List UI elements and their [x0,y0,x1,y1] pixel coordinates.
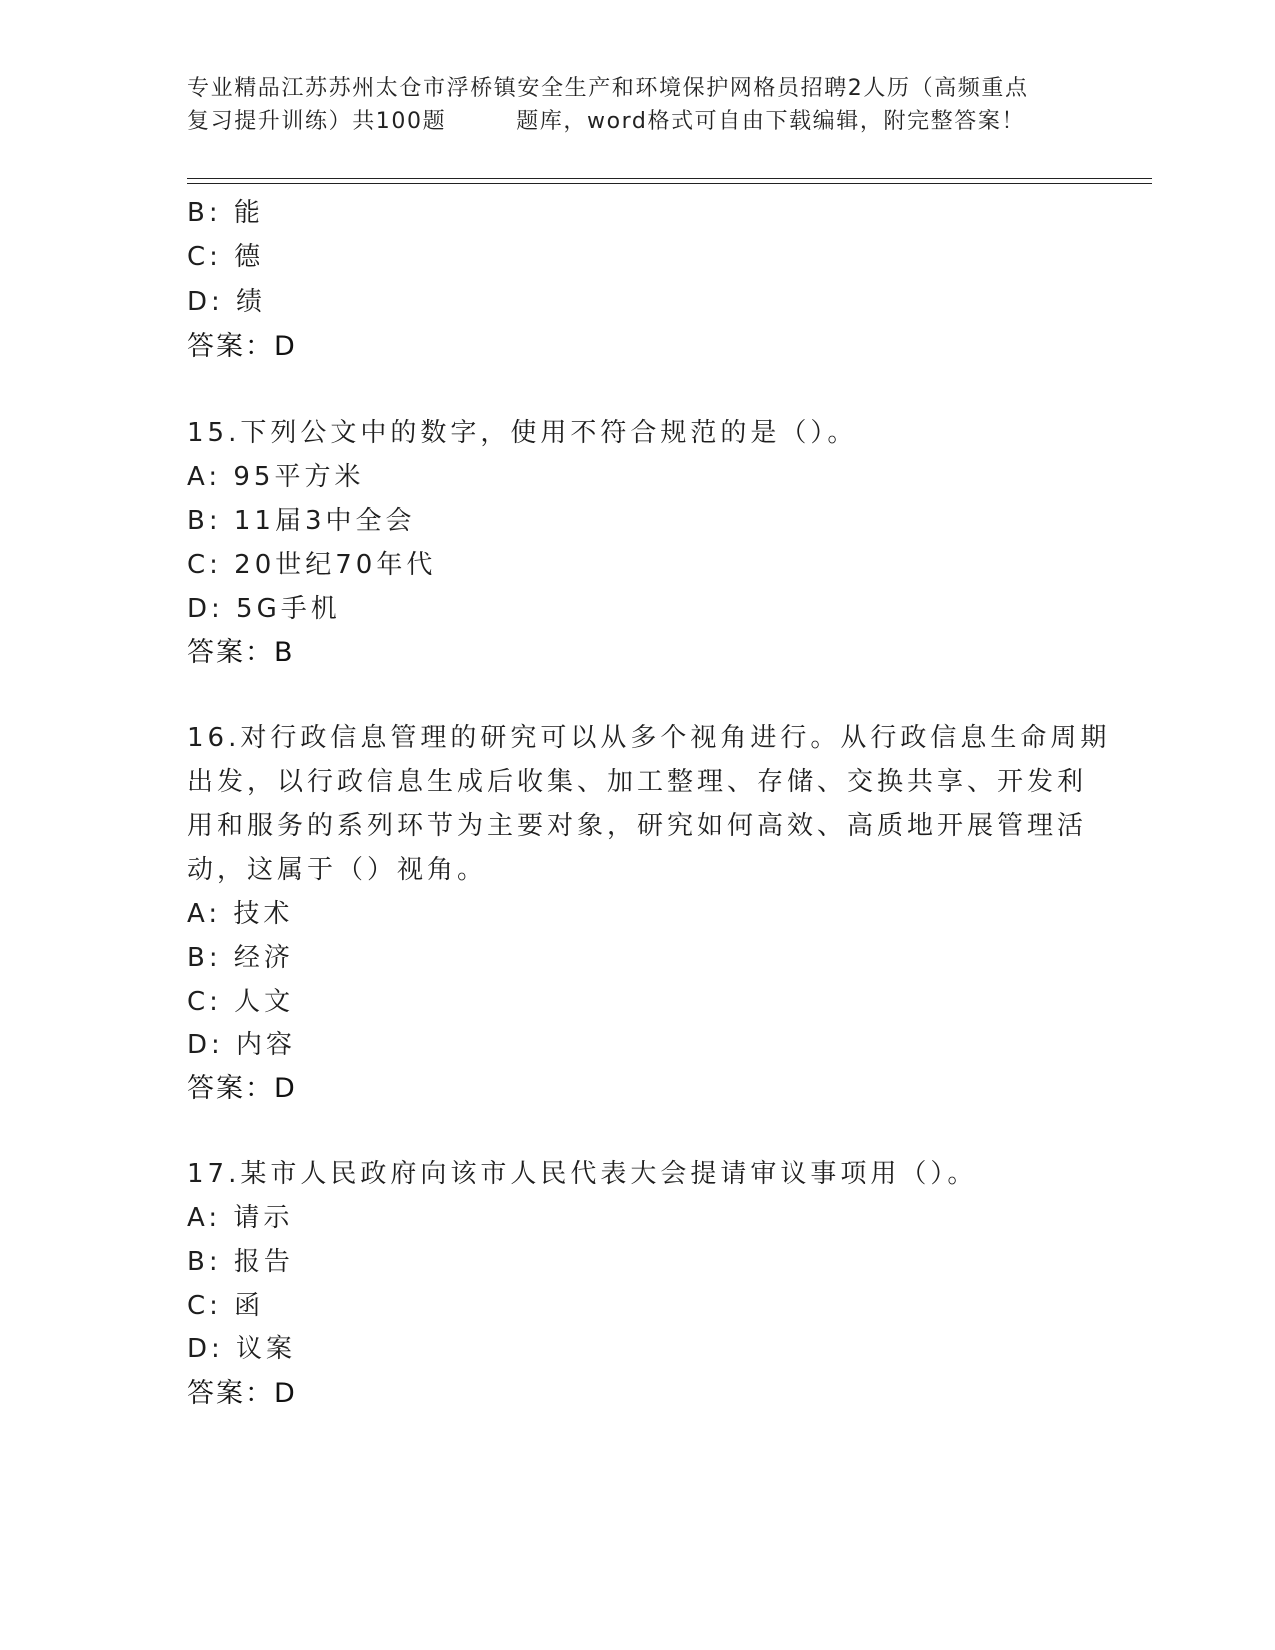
q16-question-line-4: 动，这属于（）视角。 [187,855,488,885]
q16-option-b: B: 经济 [187,943,294,973]
header-divider-top [187,178,1152,179]
q17-option-b: B: 报告 [187,1247,294,1277]
header-title-line-2-part-a: 复习提升训练）共100题 [187,109,447,134]
header-title-line-2-part-b: 题库，word格式可自由下载编辑，附完整答案！ [516,109,1026,134]
q14-answer: 答案：D [187,331,297,362]
header-title-line-1: 专业精品江苏苏州太仓市浮桥镇安全生产和环境保护网格员招聘2人历（高频重点 [187,76,1029,101]
q15-answer: 答案：B [187,637,295,668]
q17-question: 17.某市人民政府向该市人民代表大会提请审议事项用（）。 [187,1159,978,1189]
q17-answer: 答案：D [187,1378,297,1409]
q17-option-a: A: 请示 [187,1203,294,1233]
q15-question: 15.下列公文中的数字，使用不符合规范的是（）。 [187,418,858,448]
q16-answer: 答案：D [187,1073,297,1104]
q16-question-line-2: 出发，以行政信息生成后收集、加工整理、存储、交换共享、开发利 [187,767,1088,797]
q14-option-c: C: 德 [187,242,265,272]
q15-option-a: A: 95平方米 [187,462,365,492]
header-title-line-2 [187,105,1087,138]
q17-option-c: C: 函 [187,1291,265,1321]
q15-option-b: B: 11届3中全会 [187,506,416,536]
q14-option-b: B: 能 [187,198,264,228]
q17-option-d: D: 议案 [187,1334,297,1364]
document-header [187,72,1087,138]
q15-option-d: D: 5G手机 [187,594,341,624]
q14-option-d: D: 绩 [187,287,267,317]
q16-question-line-1: 16.对行政信息管理的研究可以从多个视角进行。从行政信息生命周期 [187,723,1111,753]
q16-question-line-3: 用和服务的系列环节为主要对象，研究如何高效、高质地开展管理活 [187,811,1088,841]
q15-option-c: C: 20世纪70年代 [187,550,437,580]
q16-option-a: A: 技术 [187,899,294,929]
q16-option-c: C: 人文 [187,987,295,1017]
q16-option-d: D: 内容 [187,1030,297,1060]
header-divider-bottom [187,183,1152,184]
